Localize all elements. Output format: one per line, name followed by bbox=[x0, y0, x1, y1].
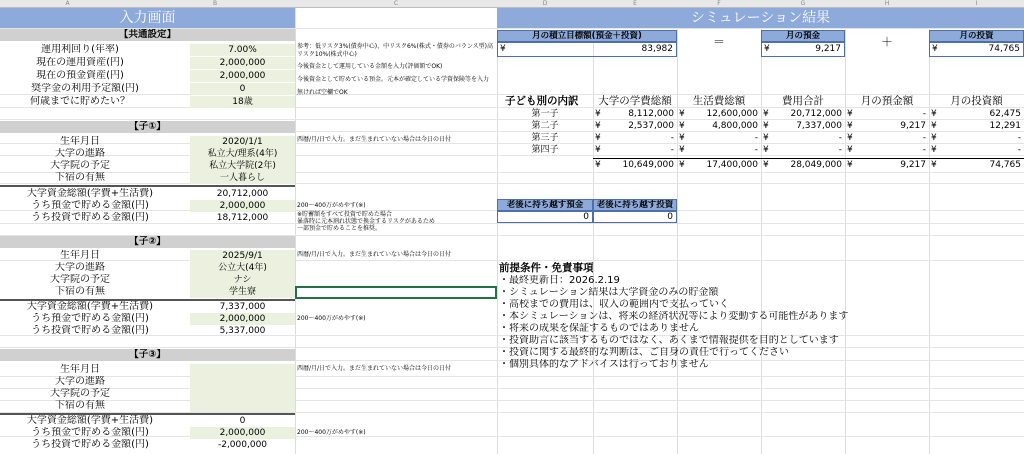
cell-value: - bbox=[922, 145, 926, 155]
currency-symbol: ¥ bbox=[679, 160, 685, 170]
row-child4-saving bbox=[845, 144, 929, 157]
cell-value: - bbox=[754, 133, 758, 143]
currency-symbol: ¥ bbox=[679, 109, 685, 119]
monthly-invest-value bbox=[929, 42, 1024, 57]
currency-symbol: ¥ bbox=[595, 160, 601, 170]
currency-symbol: ¥ bbox=[847, 145, 853, 155]
column-header-i[interactable]: I bbox=[975, 0, 978, 7]
child2-total-label: 大学資金総額(学費+生活費) bbox=[26, 301, 154, 312]
child3-invest-label: うち投資で貯める金額(円) bbox=[31, 439, 149, 450]
monthly-saving-amount: 9,217 bbox=[815, 44, 841, 54]
cell-value: 17,400,000 bbox=[706, 160, 758, 170]
currency-symbol: ¥ bbox=[847, 160, 853, 170]
column-header-d[interactable]: D bbox=[542, 0, 548, 7]
cell-value: - bbox=[670, 145, 674, 155]
deposit-assets-label: 現在の預金資産(円) bbox=[36, 70, 124, 81]
currency-symbol: ¥ bbox=[932, 44, 938, 54]
carry-invest-value: 0 bbox=[593, 211, 677, 223]
deposit-asset-note: 今後資金として貯めている預金。元本が確定している学資保険等を入力 bbox=[297, 76, 490, 83]
interest-rate-input[interactable]: 7.00% bbox=[190, 44, 295, 56]
cell-value: 2,537,000 bbox=[628, 121, 674, 131]
child3-saving-label: うち預金で貯める金額(円) bbox=[31, 427, 149, 438]
row-child4-tuition bbox=[593, 144, 677, 157]
child2-housing-label: 下宿の有無 bbox=[55, 286, 105, 297]
child3-invest-value: -2,000,000 bbox=[217, 440, 268, 450]
currency-symbol: ¥ bbox=[931, 121, 937, 131]
cell-value: 8,112,000 bbox=[628, 109, 674, 119]
disclaimer-line: ・最終更新日：2026.2.19 bbox=[499, 275, 620, 286]
child1-birthdate-note: 西暦/月/日で入力。まだ生まれていない場合は今日の日付 bbox=[297, 136, 452, 143]
disclaimer-line: ・投資に関する最終的な判断は、ご自身の責任で行ってください bbox=[499, 347, 789, 358]
child2-invest-label: うち投資で貯める金額(円) bbox=[31, 325, 149, 336]
total-invest bbox=[929, 159, 1024, 172]
selected-cell[interactable] bbox=[295, 286, 497, 299]
child1-grad-select[interactable]: 私立大学院(2年) bbox=[190, 160, 295, 172]
child3-course-label: 大学の進路 bbox=[55, 376, 105, 387]
row-child3-name: 第三子 bbox=[531, 133, 559, 143]
row-child4-name: 第四子 bbox=[531, 145, 559, 155]
currency-symbol: ¥ bbox=[595, 121, 601, 131]
currency-symbol: ¥ bbox=[595, 133, 601, 143]
cell-value: 9,217 bbox=[900, 160, 926, 170]
currency-symbol: ¥ bbox=[764, 44, 770, 54]
child2-total-value: 7,337,000 bbox=[219, 302, 266, 312]
cell-value: 9,217 bbox=[900, 121, 926, 131]
child2-header: 【子②】 bbox=[0, 236, 295, 248]
column-header-g[interactable]: G bbox=[800, 0, 806, 7]
currency-symbol: ¥ bbox=[679, 145, 685, 155]
child1-housing-select[interactable]: 一人暮らし bbox=[190, 172, 295, 184]
plus-sign: ＋ bbox=[880, 35, 893, 49]
cell-value: - bbox=[754, 145, 758, 155]
monthly-target-amount: 83,982 bbox=[641, 44, 673, 54]
star-note-line1: ※貯蓄額をすべて投資で貯めた場合 bbox=[297, 211, 392, 218]
currency-symbol: ¥ bbox=[595, 109, 601, 119]
star-note-line3: 一部預金で貯めることを推奨。 bbox=[297, 225, 382, 232]
child1-course-label: 大学の進路 bbox=[55, 148, 105, 159]
cell-value: 4,800,000 bbox=[712, 121, 758, 131]
col-saving-header: 月の預金額 bbox=[860, 95, 914, 107]
child1-grad-label: 大学院の予定 bbox=[50, 160, 110, 171]
disclaimer-title: 前提条件・免責事項 bbox=[499, 262, 594, 274]
col-total-header: 費用合計 bbox=[782, 95, 824, 107]
currency-symbol: ¥ bbox=[931, 109, 937, 119]
child3-birthdate-note: 西暦/月/日で入力。まだ生まれていない場合は今日の日付 bbox=[297, 365, 452, 372]
child1-saving-input[interactable]: 2,000,000 bbox=[190, 200, 295, 212]
column-header-b[interactable]: B bbox=[212, 0, 218, 7]
currency-symbol: ¥ bbox=[847, 121, 853, 131]
col-tuition-header: 大学の学費総額 bbox=[598, 95, 672, 107]
total-tuition bbox=[593, 159, 677, 172]
child1-header: 【子①】 bbox=[0, 121, 295, 133]
child2-grad-select[interactable]: ナシ bbox=[190, 274, 295, 286]
child3-saving-input[interactable]: 2,000,000 bbox=[190, 427, 295, 439]
child1-invest-label: うち投資で貯める金額(円) bbox=[31, 212, 149, 223]
scholarship-input[interactable]: 0 bbox=[190, 83, 295, 95]
child1-divider bbox=[0, 185, 295, 187]
column-header-e[interactable]: E bbox=[633, 0, 637, 7]
child1-total-value: 20,712,000 bbox=[216, 189, 269, 199]
equals-sign: ＝ bbox=[712, 35, 725, 49]
column-header-a[interactable]: A bbox=[65, 0, 70, 7]
child3-grad-label: 大学院の予定 bbox=[50, 388, 110, 399]
column-header-h[interactable]: H bbox=[884, 0, 890, 7]
currency-symbol: ¥ bbox=[763, 121, 769, 131]
child2-saving-label: うち預金で貯める金額(円) bbox=[31, 313, 149, 324]
carry-invest-label: 老後に持ち越す投資 bbox=[593, 199, 677, 211]
child1-total-label: 大学資金総額(学費+生活費) bbox=[26, 188, 154, 199]
child1-birthdate-label: 生年月日 bbox=[60, 136, 100, 147]
carry-saving-label: 老後に持ち越す預金 bbox=[497, 199, 593, 211]
currency-symbol: ¥ bbox=[763, 160, 769, 170]
cell-value: 74,765 bbox=[989, 160, 1021, 170]
monthly-saving-label: 月の預金 bbox=[761, 30, 845, 42]
child3-total-label: 大学資金総額(学費+生活費) bbox=[26, 415, 154, 426]
cell-value: - bbox=[1017, 133, 1021, 143]
cell-value: - bbox=[670, 133, 674, 143]
rate-note-line1: 参考：低リスク3%(債券中心)、中リスク6%(株式・債券のバランス型)高 bbox=[297, 43, 493, 50]
child3-birthdate-input[interactable] bbox=[190, 364, 295, 376]
disclaimer-line: ・投資助言に該当するものではなく、あくまで情報提供を目的としています bbox=[499, 335, 839, 346]
child1-saving-label: うち預金で貯める金額(円) bbox=[31, 200, 149, 211]
simulation-title: シミュレーション結果 bbox=[497, 8, 1024, 28]
cell-value: 7,337,000 bbox=[796, 121, 842, 131]
currency-symbol: ¥ bbox=[931, 145, 937, 155]
target-age-select[interactable]: 18歳 bbox=[190, 96, 295, 108]
total-living bbox=[677, 159, 761, 172]
rate-note-line2: リスク10%(株式中心) bbox=[297, 51, 357, 58]
child2-housing-select[interactable]: 学生寮 bbox=[190, 286, 295, 298]
child2-course-label: 大学の進路 bbox=[55, 262, 105, 273]
total-saving bbox=[845, 159, 929, 172]
cell-value: 28,049,000 bbox=[790, 160, 842, 170]
monthly-target-value bbox=[497, 42, 677, 57]
child2-saving-input[interactable]: 2,000,000 bbox=[190, 313, 295, 325]
currency-symbol: ¥ bbox=[679, 121, 685, 131]
currency-symbol: ¥ bbox=[931, 160, 937, 170]
row-child1-name: 第一子 bbox=[531, 109, 559, 119]
child2-birthdate-note: 西暦/月/日で入力。まだ生まれていない場合は今日の日付 bbox=[297, 251, 452, 258]
input-panel-title: 入力画面 bbox=[0, 8, 295, 28]
common-settings-header: 【共通設定】 bbox=[0, 29, 295, 41]
child3-grad-select[interactable] bbox=[190, 388, 295, 400]
child1-birthdate-input[interactable]: 2020/1/1 bbox=[190, 136, 295, 148]
child3-housing-label: 下宿の有無 bbox=[55, 400, 105, 411]
interest-rate-label: 運用利回り(年率) bbox=[41, 44, 119, 55]
currency-symbol: ¥ bbox=[679, 133, 685, 143]
col-invest-header: 月の投資額 bbox=[950, 95, 1003, 107]
cell-value: 12,291 bbox=[989, 121, 1021, 131]
carry-saving-value: 0 bbox=[497, 211, 593, 223]
row-child2-name: 第二子 bbox=[531, 121, 559, 131]
total-total bbox=[761, 159, 845, 172]
child3-birthdate-label: 生年月日 bbox=[60, 364, 100, 375]
currency-symbol: ¥ bbox=[847, 109, 853, 119]
child1-course-select[interactable]: 私立大/理系(4年) bbox=[190, 148, 295, 160]
scholarship-note: 無ければ空欄でOK bbox=[297, 89, 348, 96]
monthly-saving-value bbox=[761, 42, 845, 57]
monthly-invest-label: 月の投資 bbox=[929, 30, 1024, 42]
child3-saving-range-note: 200～400万がめやす(※) bbox=[297, 429, 366, 436]
row-child4-invest bbox=[929, 144, 1024, 157]
currency-symbol: ¥ bbox=[763, 109, 769, 119]
currency-symbol: ¥ bbox=[500, 44, 506, 54]
currency-symbol: ¥ bbox=[763, 133, 769, 143]
child2-grad-label: 大学院の予定 bbox=[50, 274, 110, 285]
child2-course-select[interactable]: 公立大(4年) bbox=[190, 262, 295, 274]
child3-total-value: 0 bbox=[239, 416, 246, 426]
deposit-assets-input[interactable]: 2,000,000 bbox=[190, 70, 295, 82]
child3-course-select[interactable] bbox=[190, 376, 295, 388]
child1-saving-range-note: 200～400万がめやす(※) bbox=[297, 202, 366, 209]
child2-saving-range-note: 200～400万がめやす(※) bbox=[297, 315, 366, 322]
disclaimer-line: ・シミュレーション結果は大学資金のみの貯金額 bbox=[499, 287, 719, 298]
currency-symbol: ¥ bbox=[847, 133, 853, 143]
child2-invest-value: 5,337,000 bbox=[219, 326, 266, 336]
cell-value: 20,712,000 bbox=[790, 109, 842, 119]
monthly-target-label: 月の積立目標額(預金＋投資) bbox=[497, 30, 677, 42]
invest-assets-input[interactable]: 2,000,000 bbox=[190, 57, 295, 69]
cell-value: - bbox=[838, 145, 842, 155]
currency-symbol: ¥ bbox=[763, 145, 769, 155]
breakdown-title: 子ども別の内訳 bbox=[505, 95, 579, 107]
scholarship-label: 奨学金の利用予定額(円) bbox=[31, 83, 139, 94]
column-header-c[interactable]: C bbox=[393, 0, 399, 7]
cell-value: - bbox=[922, 109, 926, 119]
child3-housing-select[interactable] bbox=[190, 400, 295, 412]
target-age-label: 何歳までに貯めたい？ bbox=[30, 96, 130, 107]
disclaimer-line: ・将来の成果を保証するものではありません bbox=[499, 323, 699, 334]
child2-birthdate-label: 生年月日 bbox=[60, 250, 100, 261]
disclaimer-line: ・本シミュレーションは、将来の経済状況等により変動する可能性があります bbox=[499, 311, 849, 322]
invest-assets-label: 現在の運用資産(円) bbox=[36, 57, 124, 68]
disclaimer-line: ・個別具体的なアドバイスは行っておりません bbox=[499, 359, 709, 370]
child1-invest-value: 18,712,000 bbox=[216, 213, 269, 223]
cell-value: 12,600,000 bbox=[706, 109, 758, 119]
col-living-header: 生活費総額 bbox=[692, 95, 746, 107]
cell-value: 10,649,000 bbox=[622, 160, 674, 170]
child1-housing-label: 下宿の有無 bbox=[55, 172, 105, 183]
cell-value: - bbox=[922, 133, 926, 143]
row-child4-living bbox=[677, 144, 761, 157]
monthly-invest-amount: 74,765 bbox=[988, 44, 1020, 54]
cell-value: - bbox=[838, 133, 842, 143]
disclaimer-line: ・高校までの費用は、収入の範囲内で支払っていく bbox=[499, 299, 729, 310]
cell-value: - bbox=[1017, 145, 1021, 155]
child3-header: 【子③】 bbox=[0, 349, 295, 361]
column-header-f[interactable]: F bbox=[717, 0, 721, 7]
invest-asset-note: 今後資金として運用している金額を入力(評価額でOK) bbox=[297, 63, 443, 70]
child2-birthdate-input[interactable]: 2025/9/1 bbox=[190, 250, 295, 262]
row-child4-total bbox=[761, 144, 845, 157]
star-note-line2: 暴落時に元本割れ状態で換金するリスクがあるため bbox=[297, 218, 435, 225]
cell-value: 62,475 bbox=[989, 109, 1021, 119]
currency-symbol: ¥ bbox=[931, 133, 937, 143]
currency-symbol: ¥ bbox=[595, 145, 601, 155]
